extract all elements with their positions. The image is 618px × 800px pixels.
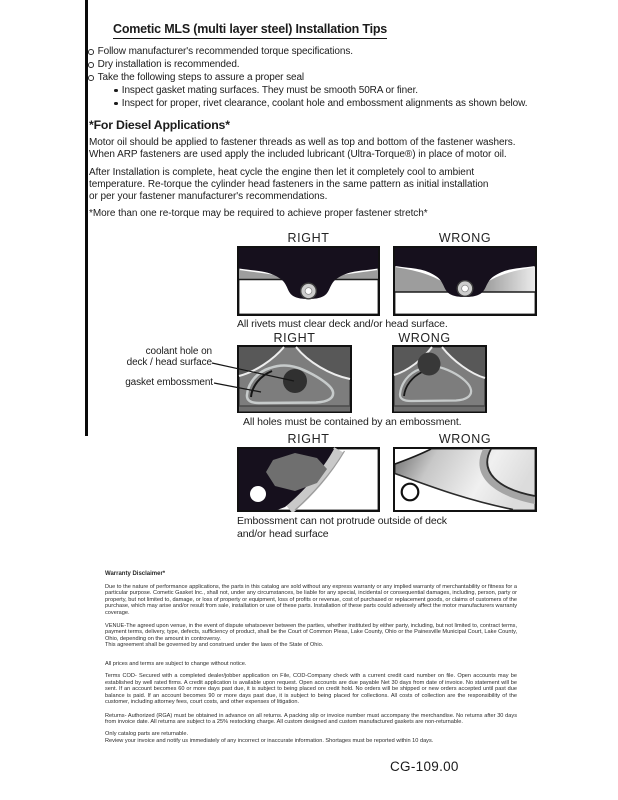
installation-tips-list (88, 45, 548, 110)
figure2-wrong-diagram (392, 345, 487, 413)
figure2-caption: All holes must be contained by an embossment. (243, 416, 462, 428)
list-item-text: Inspect for proper, rivet clearance, coolant hole and embossment alignments as shown below. (121, 98, 528, 109)
paragraph-line: or per your fastener manufacturer's recommendations. (89, 191, 328, 202)
disclaimer-paragraph: Only catalog parts are returnable. Review your invoice and notify us immediately of any incorrect or inaccurate information. Shortages must be reported within 10 days. (105, 731, 434, 744)
paragraph (89, 167, 534, 203)
list-item (114, 84, 548, 97)
figure1-caption: All rivets must clear deck and/or head surface. (237, 318, 448, 330)
figure3-right-diagram (237, 447, 380, 512)
figure3-caption: Embossment can not protrude outside of deck and/or head surface (237, 515, 447, 540)
section-heading: *For Diesel Applications* (89, 118, 230, 132)
list-item (88, 71, 548, 84)
figure2-wrong-label: WRONG (398, 331, 451, 345)
list-item (88, 45, 548, 58)
paragraph (89, 137, 534, 161)
list-item (114, 97, 548, 110)
paragraph-line: Motor oil should be applied to fastener threads as well as top and bottom of the fastener washers. (89, 137, 516, 148)
callout-leader-lines (210, 355, 300, 397)
gasket-embossment-callout: gasket embossment (125, 377, 213, 388)
retorque-note: *More than one re-torque may be required to achieve proper fastener stretch* (89, 208, 428, 219)
list-item (88, 58, 548, 71)
warranty-disclaimer (105, 571, 517, 744)
circle-bullet-icon (88, 75, 94, 81)
paragraph-line: After Installation is complete, heat cycle the engine then let it completely cool to ambient (89, 167, 475, 178)
diesel-applications-section (89, 118, 534, 230)
figure3-wrong-label: WRONG (438, 432, 492, 446)
figure3-wrong-diagram (393, 447, 537, 512)
dot-bullet-icon (114, 89, 118, 93)
paragraph-line: When ARP fasteners are used apply the included lubricant (Ultra-Torque®) in place of motor oil. (89, 149, 507, 160)
figure1-wrong-label: WRONG (438, 231, 492, 245)
page-title: Cometic MLS (multi layer steel) Installation Tips (113, 22, 387, 39)
circle-bullet-icon (88, 62, 94, 68)
paragraph-line: temperature. Re-torque the cylinder head fasteners in the same pattern as initial installation (89, 179, 489, 190)
dot-bullet-icon (114, 102, 118, 106)
figure2-right-label: RIGHT (273, 331, 316, 345)
bolt-hole (402, 484, 419, 501)
circle-bullet-icon (88, 49, 94, 55)
disclaimer-paragraph: Returns- Authorized (RGA) must be obtained in advance on all returns. A packing slip or invoice number must accompany the merchandise. No returns after 30 days from invoice date. All returns are subject to a 25% restocking charge. All custom designed and custom manufactured gaskets are non-returnable. (105, 712, 517, 725)
page-code: CG-109.00 (390, 759, 459, 774)
disclaimer-heading: Warranty Disclaimer* (105, 571, 166, 577)
coolant-hole-callout: coolant hole on deck / head surface (126, 346, 212, 368)
list-item-text: Take the following steps to assure a proper seal (97, 72, 305, 83)
disclaimer-paragraph: Due to the nature of performance applications, the parts in this catalog are sold without any express warranty or any implied warranty of merchantability or fitness for a particular purpose. Cometic Gasket Inc., shall not, under any circumstances, be liable for any special, incidental or consequential damages, including, person, party or property, but not limited to, damage, or loss of property or equipment, loss of profits or revenue, cost of purchased or replacement goods, or claims of customers of the purchase, which may arise and/or result from sale, installation or use of these parts. Installation of these parts could adversely affect the motor manufacturers warranty coverage. (105, 583, 517, 616)
disclaimer-paragraph: All prices and terms are subject to change without notice. (105, 661, 247, 668)
disclaimer-paragraph: Terms COD- Secured with a completed dealer/jobber application on File, COD-Company check with a current credit card number on file. Open accounts may be established by well rated firms. A credit application is available upon request. Open accounts are due payable Net 30 days from date of invoice. No statement will be sent. If an account becomes 60 or more days past due, it is subject to being placed on credit hold. No orders will be shipped or new orders accepted until past due balance is paid. If an account becomes 90 or more days past due, it is subject to being placed for collections. All costs of collection are the responsibility of the customer, including attorney fees, court costs, and other expenses of litigation. (105, 673, 517, 706)
list-item-text: Dry installation is recommended. (97, 59, 240, 70)
figure1-wrong-diagram (393, 246, 537, 316)
bolt-hole (250, 486, 266, 502)
list-item-text: Follow manufacturer's recommended torque specifications. (97, 46, 353, 57)
list-item-text: Inspect gasket mating surfaces. They must be smooth 50RA or finer. (121, 85, 418, 96)
figure1-right-label: RIGHT (287, 231, 330, 245)
figure3-right-label: RIGHT (287, 432, 330, 446)
figure1-right-diagram (237, 246, 380, 316)
disclaimer-paragraph: VENUE-The agreed upon venue, in the event of dispute whatsoever between the parties, whether instituted by either party, including, but not limited to, contract terms, payment terms, delivery, type, defects, sufficiency of product, shall be the Court of Common Pleas, Lake County, Ohio or the Painesville Municipal Court, Lake County, Ohio, depending on the amount in controversy. This agreement shall be governed by and construed under the laws of the State of Ohio. (105, 622, 517, 649)
coolant-hole (418, 353, 441, 376)
